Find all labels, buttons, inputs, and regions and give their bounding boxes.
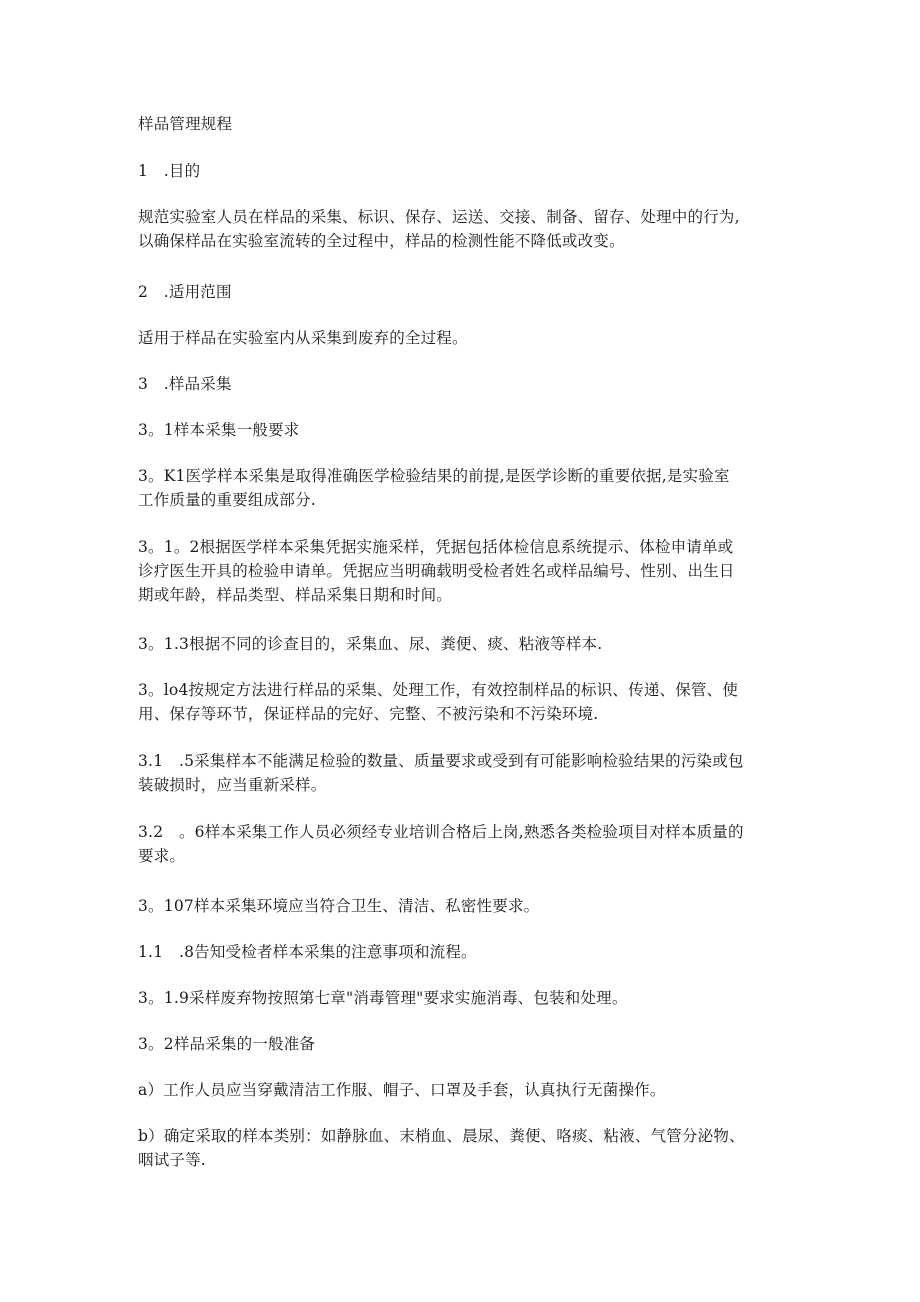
paragraph [138,1124,745,1172]
paragraph-line: 2 .适用范围 [138,283,232,301]
paragraph [138,678,738,726]
paragraph-line: 咽试子等. [138,1151,206,1169]
paragraph-line: 1.1 .8告知受检者样本采集的注意事项和流程。 [138,943,477,961]
paragraph [138,940,477,964]
paragraph-line: 装破损时，应当重新采样。 [138,776,327,794]
paragraph [138,820,744,868]
paragraph-line: 3。1样本采集一般要求 [138,421,300,439]
paragraph-line: 3。1.3根据不同的诊查目的，采集血、尿、粪便、痰、粘液等样本. [138,635,603,653]
paragraph-line: 3。lo4按规定方法进行样品的采集、处理工作，有效控制样品的标识、传递、保管、使 [138,681,739,699]
paragraph-line: 3。K1医学样本采集是取得准确医学检验结果的前提,是医学诊断的重要依据,是实验室 [138,467,730,485]
paragraph-line: 3。1.9采样废弃物按照第七章"消毒管理"要求实施消毒、包装和处理。 [138,989,628,1007]
paragraph [138,894,539,918]
paragraph [138,418,299,442]
paragraph [138,1078,666,1102]
paragraph-line: 适用于样品在实验室内从采集到废弃的全过程。 [138,329,468,347]
paragraph [138,632,602,656]
paragraph [138,159,200,183]
paragraph [138,326,468,350]
paragraph-line: 3。107样本采集环境应当符合卫生、清洁、私密性要求。 [138,897,540,915]
paragraph-line: a）工作人员应当穿戴清洁工作服、帽子、口罩及手套，认真执行无菌操作。 [138,1081,666,1099]
paragraph-line: 3。1。2根据医学样本采集凭据实施采样，凭据包括体检信息系统提示、体检申请单或 [138,538,734,556]
paragraph-line: 要求。 [138,847,186,865]
paragraph [138,280,232,304]
title-text: 样品管理规程 [138,115,233,133]
paragraph-line: 用、保存等环节，保证样品的完好、完整、不被污染和不污染环境. [138,705,599,723]
paragraph [138,1032,315,1056]
paragraph [138,372,232,396]
paragraph-line: 3.1 .5采集样本不能满足检验的数量、质量要求或受到有可能影响检验结果的污染或包 [138,752,744,770]
paragraph [138,749,744,797]
paragraph-line: 3.2 。6样本采集工作人员必须经专业培训合格后上岗,熟悉各类检验项目对样本质量的 [138,823,744,841]
paragraph-line: 以确保样品在实验室流转的全过程中，样品的检测性能不降低或改变。 [138,232,625,250]
document-title [138,112,232,136]
paragraph [138,205,740,253]
paragraph [138,464,730,512]
paragraph-line: 3。2样品采集的一般准备 [138,1035,316,1053]
paragraph-line: b）确定采取的样本类别：如静脉血、末梢血、晨尿、粪便、咯痰、粘液、气管分泌物、 [138,1127,745,1145]
paragraph-line: 工作质量的重要组成部分. [138,491,316,509]
paragraph [138,535,735,607]
paragraph-line: 3 .样品采集 [138,375,232,393]
paragraph-line: 诊疗医生开具的检验申请单。凭据应当明确载明受检者姓名或样品编号、性别、出生日 [138,562,735,580]
paragraph-line: 规范实验室人员在样品的采集、标识、保存、运送、交接、制备、留存、处理中的行为, [138,208,740,226]
paragraph [138,986,628,1010]
paragraph-line: 期或年龄，样品类型、样品采集日期和时间。 [138,586,453,604]
paragraph-line: 1 .目的 [138,162,201,180]
